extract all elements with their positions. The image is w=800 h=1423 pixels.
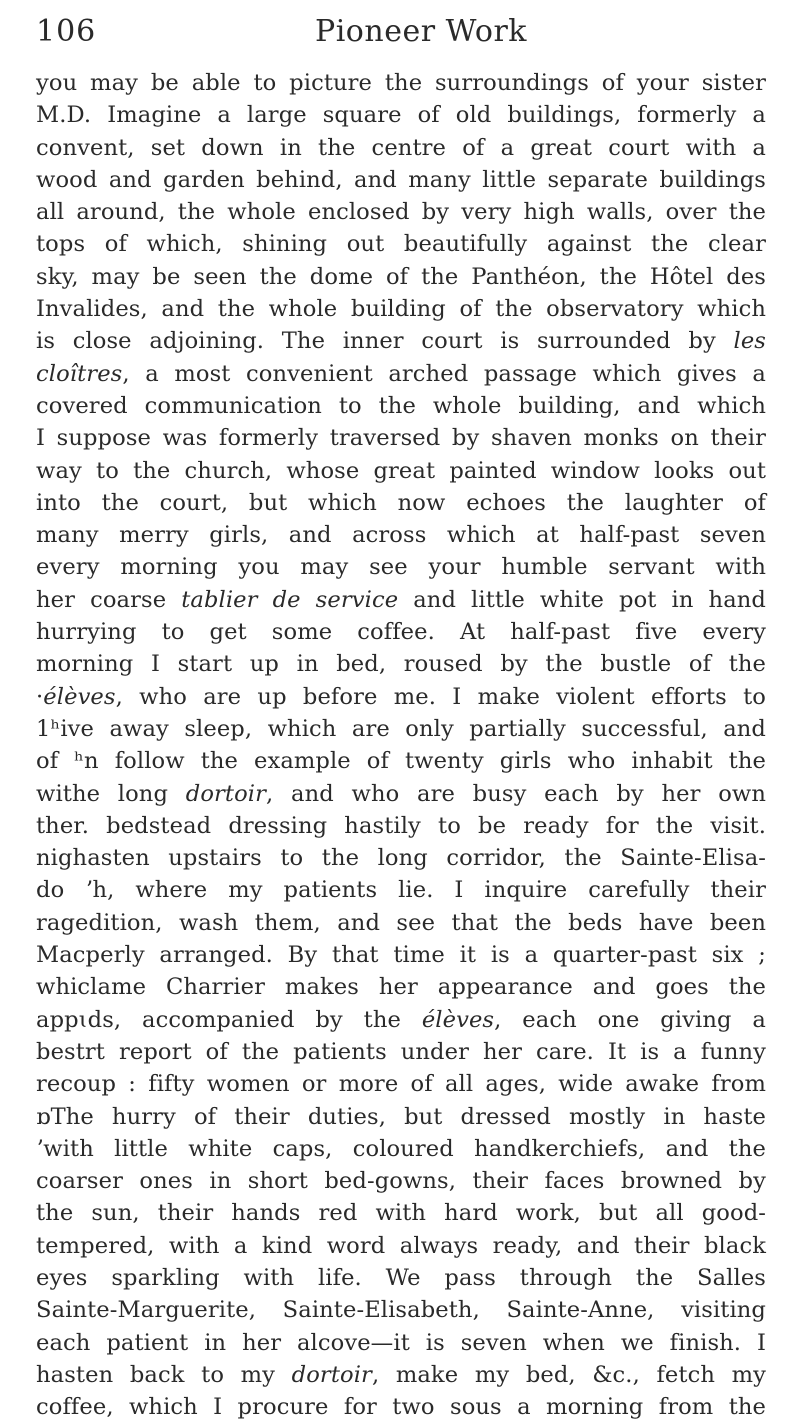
running-head [36,14,766,62]
text-line: every morning you may see your humble servant with [36,554,766,581]
text-line: her coarse tablier de service and little white pot in hand [36,586,766,613]
text-line: wood and garden behind, and many little separate buildings [36,166,766,193]
text-line: I suppose was formerly traversed by shaven monks on their [36,425,766,452]
text-line: withe long dortoir, and who are busy each by her own [36,780,767,807]
text-line: ʼwith little white caps, coloured handkerchiefs, and the [36,1135,766,1162]
text-line: tops of which, shining out beautifully against the clear [36,231,766,258]
text-line: ɒThe hurry of their duties, but dressed mostly in haste [36,1103,766,1130]
text-line: recoup : fifty women or more of all ages, wide awake from [36,1071,766,1098]
text-line: many merry girls, and across which at half-past seven [36,522,766,549]
text-line: nighasten upstairs to the long corridor, the Sainte-Elisa- [36,845,766,872]
text-line: whiclame Charrier makes her appearance and goes the [36,974,766,1001]
text-line: you may be able to picture the surroundings of your sister [36,70,766,96]
text-line: eyes sparkling with life. We pass through the Salles [36,1264,766,1291]
text-line: appɩds, accompanied by the élèves, each one giving a [36,1006,766,1033]
text-line: all around, the whole enclosed by very high walls, over the [36,199,766,226]
text-line: each patient in her alcove—it is seven when we finish. I [36,1329,766,1356]
text-line: Sainte-Marguerite, Sainte-Elisabeth, Sainte-Anne, visiting [36,1297,766,1324]
text-line: way to the church, whose great painted window looks out [36,457,766,484]
text-line: covered communication to the whole building, and which [36,392,766,419]
text-line: coarser ones in short bed-gowns, their faces browned by [36,1168,766,1195]
text-line: sky, may be seen the dome of the Panthéon, the Hôtel des [36,263,766,290]
text-line: convent, set down in the centre of a great court with a [36,134,766,161]
text-line: of ʰn follow the example of twenty girls who inhabit the [36,748,766,775]
page-number: 106 [36,14,97,49]
text-line: hasten back to my dortoir, make my bed, &c., fetch my [36,1361,766,1388]
text-line: the sun, their hands red with hard work, but all good- [36,1200,766,1227]
text-line: ragedition, wash them, and see that the beds have been [36,909,766,936]
text-line: is close adjoining. The inner court is surrounded by les [36,328,766,355]
text-line: morning I start up in bed, roused by the bustle of the [36,651,766,678]
text-line: Invalides, and the whole building of the observatory which [36,296,766,323]
text-line: cloîtres, a most convenient arched passage which gives a [36,360,766,387]
text-line: coffee, which I procure for two sous a morning from the [36,1394,766,1421]
text-line: ther. bedstead dressing hastily to be ready for the visit. [36,812,766,839]
text-line: into the court, but which now echoes the laughter of [36,489,766,516]
text-line: do ʼh, where my patients lie. I inquire carefully their [36,877,766,904]
text-line: bestrt report of the patients under her care. It is a funny [36,1038,766,1065]
running-title: Pioneer Work [315,14,527,49]
body-text [36,67,766,1423]
text-line: Macperly arranged. By that time it is a quarter-past six ; [36,942,766,969]
text-line: 1ʰive away sleep, which are only partially successful, and [36,715,766,742]
text-line: M.D. Imagine a large square of old buildings, formerly a [36,102,766,129]
text-line: tempered, with a kind word always ready, and their black [36,1232,766,1259]
book-page [36,14,766,1423]
text-line: hurrying to get some coffee. At half-past five every [36,619,766,646]
text-line: ·élèves, who are up before me. I make violent efforts to [36,683,766,710]
